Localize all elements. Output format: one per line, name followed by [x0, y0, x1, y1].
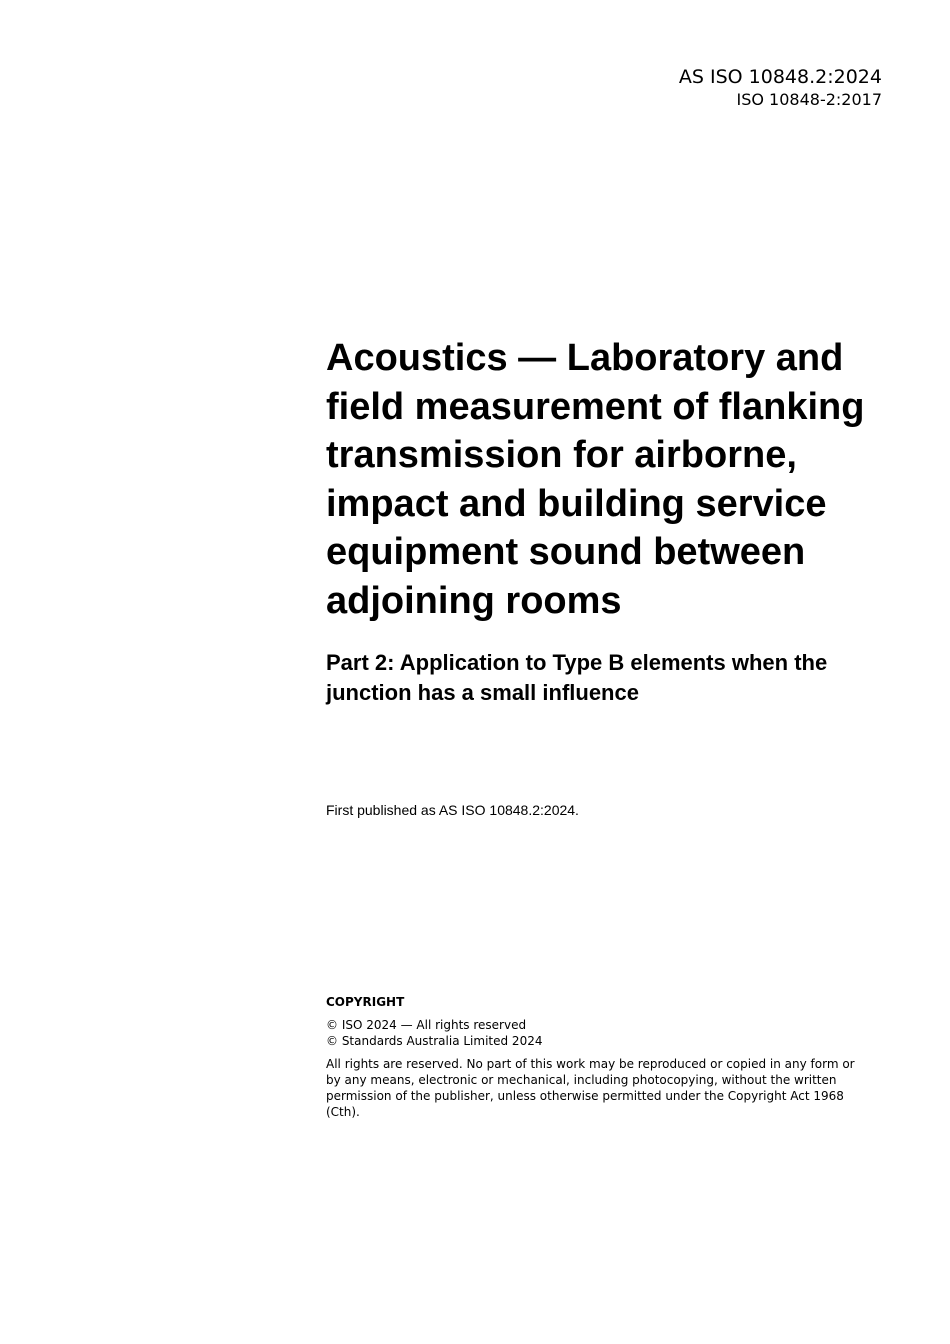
- copyright-block: [326, 994, 856, 1120]
- copyright-notice: All rights are reserved. No part of this work may be reproduced or copied in any form or by any means, electronic or mechanical, including photocopying, without the written permission of the publisher, unless otherwise permitted under the Copyright Act 1968 (Cth).: [326, 1057, 855, 1119]
- document-reference: [679, 64, 882, 110]
- document-subtitle: Part 2: Application to Type B elements when the junction has a small influence: [326, 650, 828, 705]
- copyright-line-standards-australia: © Standards Australia Limited 2024: [326, 1034, 543, 1048]
- iso-number: ISO 10848-2:2017: [736, 90, 882, 109]
- copyright-line-iso: © ISO 2024 — All rights reserved: [326, 1018, 527, 1032]
- document-title: Acoustics — Laboratory and field measurement of flanking transmission for airborne, impact and building service equipment sound between adjoining rooms: [326, 337, 865, 622]
- publication-note: First published as AS ISO 10848.2:2024.: [326, 802, 579, 818]
- standard-number: AS ISO 10848.2:2024: [678, 66, 882, 88]
- copyright-heading: COPYRIGHT: [326, 995, 405, 1009]
